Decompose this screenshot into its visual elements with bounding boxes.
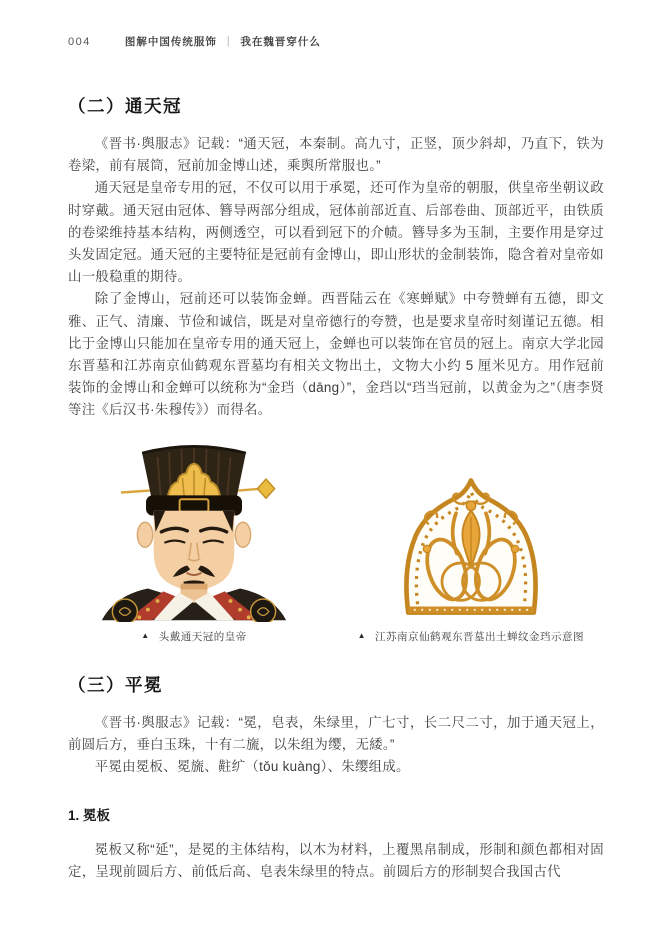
caption-jindang xyxy=(358,629,584,644)
paragraph-quote-jinshu-1: 《晋书·舆服志》记载：“通天冠，本秦制。高九寸，正竖，顶少斜却，乃直下，铁为卷梁，前有展筒，冠前加金博山述，乘舆所常服也。” xyxy=(68,136,604,174)
header-title xyxy=(125,34,321,49)
section-pingmian-body xyxy=(68,712,604,779)
subsection-title-mianban: 1. 冕板 xyxy=(68,808,111,824)
triangle-marker-icon: ▲ xyxy=(357,631,366,641)
figure-emperor xyxy=(98,436,290,644)
gold-dang-illustration xyxy=(382,472,560,622)
paragraph-pingmian-parts: 平冕由冕板、冕旒、黈纩（tǒu kuàng）、朱缨组成。 xyxy=(94,759,410,775)
triangle-marker-icon: ▲ xyxy=(141,631,150,641)
emperor-face xyxy=(154,510,235,590)
section-title-tongtianguan: （二）通天冠 xyxy=(68,96,182,116)
caption-emperor xyxy=(141,629,246,644)
emperor-illustration xyxy=(98,436,290,622)
figure-jindang xyxy=(358,472,584,644)
book-title: 图解中国传统服饰 xyxy=(124,36,217,48)
running-header xyxy=(68,34,604,49)
page-number: 004 xyxy=(68,35,91,48)
paragraph-tongtianguan-structure: 通天冠是皇帝专用的冠，不仅可以用于承冕，还可作为皇帝的朝服，供皇帝坐朝议政时穿戴。通天冠由冠体、簪导两部分组成，冠体前部近直、后部卷曲、顶部近平，由铁质的卷梁维持基本结构，两侧透空，可以看到冠下的介帻。簪导多为玉制，主要作用是穿过头发固定冠。通天冠的主要特征是冠前有金博山，即山形状的金制装饰，隐含着对皇帝如山一般稳重的期待。 xyxy=(68,180,604,285)
subsection-mianban-body xyxy=(68,839,604,883)
paragraph-jinchan-jindang: 除了金博山，冠前还可以装饰金蝉。西晋陆云在《寒蝉赋》中夸赞蝉有五德，即文雅、正气、清廉、节俭和诚信，既是对皇帝德行的夸赞，也是要求皇帝时刻谨记五德。相比于金博山只能加在皇帝专用的通天冠上，金蝉也可以装饰在官员的冠上。南京大学北园东晋墓和江苏南京仙鹤观东晋墓均有相关文物出土，文物大小约 5 厘米见方。用作冠前装饰的金博山和金蝉可以统称为“金珰（dāng）”，金珰以“珰当冠前，以黄金为之”（唐李贤等注《后汉书·朱穆传》）而得名。 xyxy=(68,291,604,418)
paragraph-mianban: 冕板又称“延”，是冕的主体结构，以木为材料，上覆黑帛制成，形制和颜色都相对固定，呈现前圆后方、前低后高、皂表朱绿里的特点。前圆后方的形制契合我国古代 xyxy=(68,842,604,880)
figure-row xyxy=(68,436,604,644)
chapter-title: 我在魏晋穿什么 xyxy=(240,36,321,48)
header-divider: ｜ xyxy=(222,36,235,48)
hairpin-diamond xyxy=(257,479,274,498)
caption-emperor-text: 头戴通天冠的皇帝 xyxy=(158,630,247,643)
caption-jindang-text: 江苏南京仙鹤观东晋墓出土蝉纹金珰示意图 xyxy=(375,630,584,643)
section-title-pingmian: （三）平冕 xyxy=(68,674,163,695)
section-tongtianguan-body xyxy=(68,133,604,422)
paragraph-quote-jinshu-2: 《晋书·舆服志》记载：“冕，皂表，朱绿里，广七寸，长二尺二寸，加于通天冠上，前圆后方，垂白玉珠，十有二旒，以朱组为缨，无緌。” xyxy=(68,714,604,752)
